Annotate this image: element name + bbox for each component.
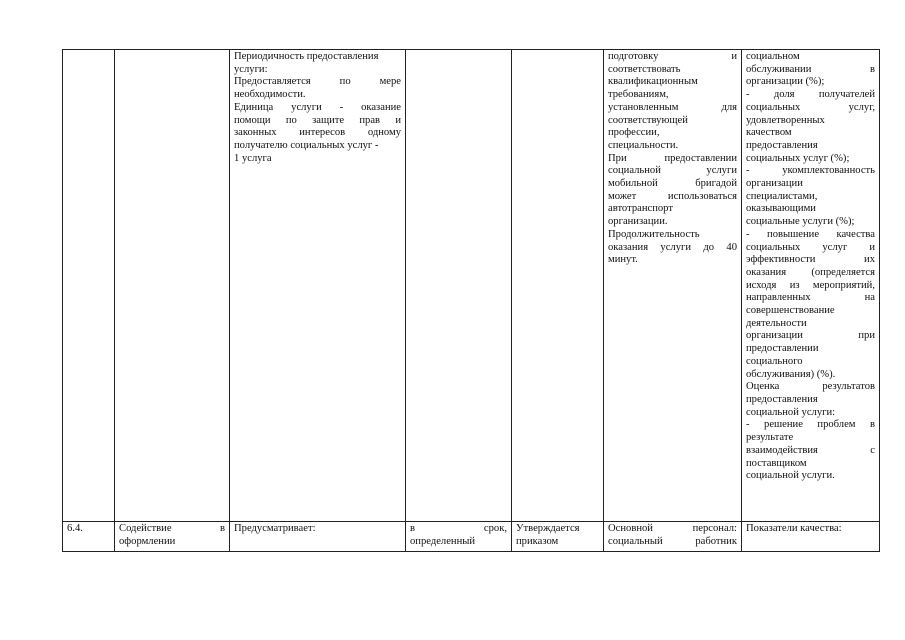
cell-term [406,50,512,522]
conditions-text [608,51,737,267]
text-line: социальных услуг, [746,101,875,113]
text-line: необходимости. [234,89,306,101]
text-line: обслуживании в [746,63,875,75]
text-line: исходя из мероприятий, [746,279,875,291]
text-line: оказывающими [746,203,816,215]
text-line: в срок, [410,523,507,534]
text-line: организации при [746,330,875,342]
text-line: получателю социальных услуг - [234,139,379,151]
text-line: результате [746,432,794,444]
text-line: установленным для [608,101,737,113]
text-line: оказания услуги до 40 [608,241,737,253]
cell-conditions [604,522,742,552]
text-line: удовлетворенных [746,114,825,126]
conditions-text [608,523,737,548]
text-line: соответствовать [608,63,681,75]
text-line: качеством [746,127,792,139]
row-number: 6.4. [67,523,83,534]
text-line: эффективности их [746,254,875,266]
text-line: направленных на [746,292,875,304]
text-line: подготовку и [608,51,737,62]
text-line: Основной персонал: [608,523,737,534]
text-line: - укомплектованность [746,165,875,177]
text-line: взаимодействия с [746,444,875,456]
services-table [62,49,880,552]
text-line: организации (%); [746,76,825,88]
text-line: услуги: [234,63,268,75]
text-line: профессии, [608,127,660,139]
text-line: специальности. [608,139,679,151]
text-line: Единица услуги - оказание [234,101,401,113]
text-line: Утверждается [516,523,580,534]
text-line: организации [746,178,803,190]
text-line: социальных услуг (%); [746,152,850,164]
text-line: обслуживания) (%). [746,368,836,380]
text-line: предоставления [746,393,818,405]
cell-term [406,522,512,552]
text-line: Предоставляется по мере [234,76,401,88]
text-line: мобильной бригадой [608,178,737,190]
text-line: При предоставлении [608,152,737,164]
text-line: деятельности [746,317,807,329]
text-line: автотранспорт [608,203,673,215]
term-text [410,523,507,548]
text-line: организации. [608,216,668,228]
text-line: помощи по защите прав и [234,114,401,126]
text-line: соответствующей [608,114,688,126]
text-line: социальный работник [608,535,737,547]
text-line: - повышение качества [746,228,875,240]
cell-quality [742,522,880,552]
quality-text: Показатели качества: [746,523,842,534]
description-text [234,51,401,165]
cell-number [63,50,115,522]
text-line: Продолжительность [608,228,700,240]
text-line: Содействие в [119,523,225,534]
text-line: приказом [516,535,559,547]
text-line: - решение проблем в [746,419,875,431]
text-line: оформлении [119,535,176,547]
text-line: минут. [608,254,638,266]
text-line: - доля получателей [746,89,875,101]
text-line: предоставлении [746,343,819,355]
text-line: социального [746,355,803,367]
text-line: социальной услуги: [746,406,836,418]
cell-service-name [115,522,230,552]
text-line: требованиям, [608,89,669,101]
text-line: социальной услуги [608,165,737,177]
text-line: определенный [410,535,476,547]
text-line: Периодичность предоставления [234,51,379,62]
text-line: социальном [746,51,800,62]
cell-approval [512,50,604,522]
cell-conditions [604,50,742,522]
text-line: предоставления [746,139,818,151]
approval-text [516,523,599,548]
cell-quality [742,50,880,522]
text-line: социальной услуги. [746,470,835,482]
text-line: квалификационным [608,76,698,88]
text-line: социальных услуг и [746,241,875,253]
table-row [63,522,880,552]
table-row [63,50,880,522]
text-line: совершенствование [746,305,835,317]
cell-service-name [115,50,230,522]
text-line: 1 услуга [234,152,272,164]
cell-description [230,50,406,522]
cell-description [230,522,406,552]
cell-approval [512,522,604,552]
text-line: специалистами, [746,190,818,202]
text-line: оказания (определяется [746,266,875,278]
text-line: поставщиком [746,457,807,469]
quality-text [746,51,875,483]
description-text: Предусматривает: [234,523,316,534]
text-line: может использоваться [608,190,737,202]
service-name-text [119,523,225,548]
cell-number [63,522,115,552]
text-line: социальные услуги (%); [746,216,855,228]
text-line: Оценка результатов [746,381,875,393]
text-line: законных интересов одному [234,127,401,139]
